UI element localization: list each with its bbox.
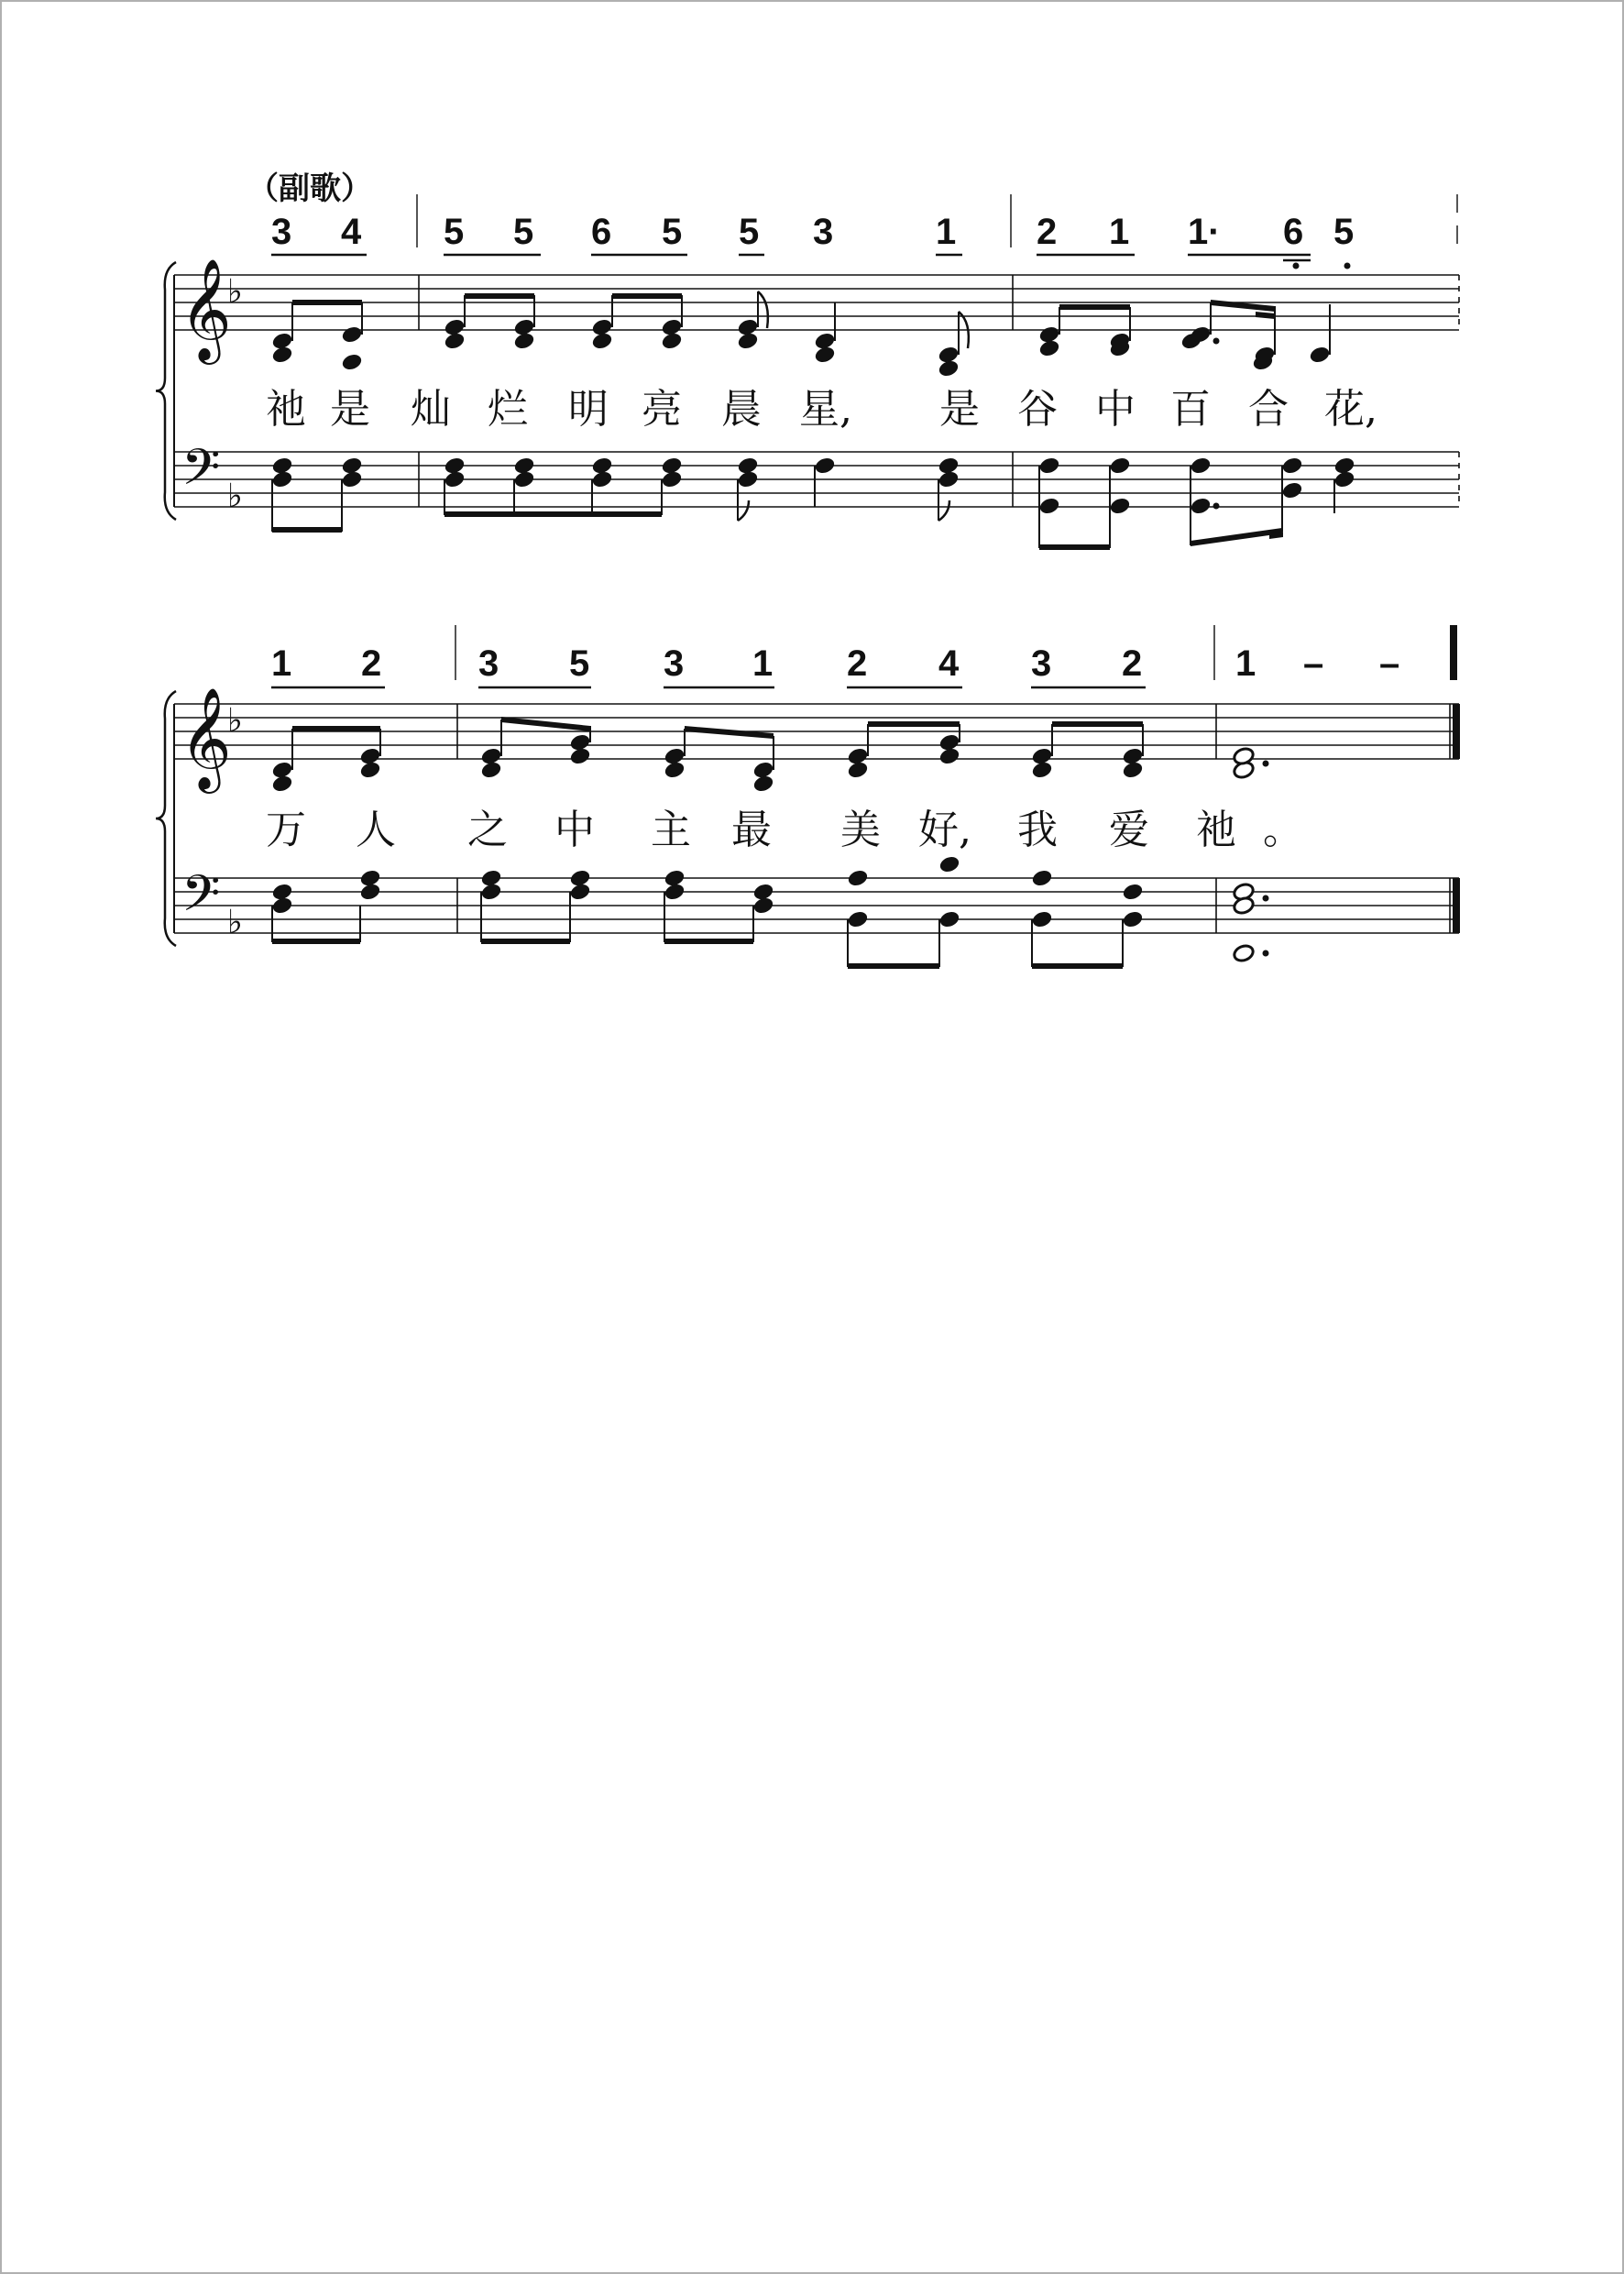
jianpu-note: 1 <box>271 643 292 684</box>
bass-clef: 𝄢 <box>181 864 221 935</box>
lyric-char: 主 <box>651 807 691 853</box>
notehead <box>568 882 591 902</box>
notehead <box>270 331 293 351</box>
notehead <box>1108 456 1131 476</box>
lyric-char: 晨 <box>721 386 762 433</box>
beam <box>848 963 939 969</box>
jianpu-note: 2 <box>361 643 382 684</box>
beam <box>1032 963 1123 969</box>
notehead <box>663 882 686 902</box>
lyric-char: 祂 <box>1196 807 1236 853</box>
jianpu-note: 1 <box>936 212 957 252</box>
key-signature-flat: ♭ <box>227 702 243 740</box>
final-barline <box>1453 704 1460 759</box>
flag <box>758 291 768 328</box>
notehead <box>938 909 960 929</box>
notehead <box>1333 469 1355 489</box>
jianpu-note: 1 <box>752 643 774 684</box>
final-barline <box>1453 878 1460 933</box>
notehead <box>443 456 466 476</box>
section-label: （副歌） <box>247 170 372 207</box>
notehead <box>340 469 363 489</box>
beam <box>272 939 360 944</box>
lyric-char: 之 <box>467 807 508 853</box>
notehead <box>1030 868 1053 888</box>
jianpu-note: 3 <box>664 643 685 684</box>
notehead <box>938 854 960 874</box>
beam <box>501 717 590 731</box>
lyric-char: 明 <box>568 386 609 433</box>
notehead <box>590 317 613 337</box>
notehead <box>846 746 869 766</box>
notehead <box>663 746 686 766</box>
lyric-char: 万 <box>266 807 306 853</box>
jianpu-note: 2 <box>847 643 868 684</box>
jianpu-note: 6 <box>1283 212 1304 252</box>
notehead <box>752 760 774 780</box>
augmentation-dot <box>1213 338 1220 345</box>
jianpu-note: 5 <box>513 212 534 252</box>
beam <box>1211 300 1275 312</box>
notehead <box>937 456 960 476</box>
beam <box>292 726 380 731</box>
notehead <box>1280 480 1303 500</box>
notehead <box>846 868 869 888</box>
lyric-char: 祂 <box>266 386 306 433</box>
notehead <box>340 352 363 372</box>
beam <box>1059 304 1130 310</box>
notehead <box>736 317 759 337</box>
notehead <box>752 895 774 916</box>
notehead <box>358 746 381 766</box>
notehead <box>813 331 836 351</box>
jianpu-note: 2 <box>1122 643 1143 684</box>
jianpu-note: 1 <box>1109 212 1130 252</box>
system-brace <box>156 262 176 520</box>
beam <box>612 293 682 299</box>
notehead <box>270 895 293 916</box>
lyric-char: 爱 <box>1109 807 1149 853</box>
lyric-char: 星, <box>799 386 852 433</box>
beam <box>685 726 774 739</box>
lyric-char: 人 <box>356 807 396 853</box>
lyric-char: 我 <box>1017 807 1058 853</box>
notehead <box>937 345 960 365</box>
notehead <box>1030 746 1053 766</box>
beam <box>1256 312 1275 319</box>
beam <box>868 721 960 727</box>
lyric-char: 花, <box>1324 386 1377 433</box>
beam <box>444 511 662 517</box>
jianpu-note: 3 <box>813 212 834 252</box>
flag <box>738 500 749 521</box>
notehead <box>1037 496 1060 516</box>
jianpu-note: 6 <box>591 212 612 252</box>
treble-clef: 𝄞 <box>180 687 232 789</box>
jianpu-note: 3 <box>478 643 499 684</box>
notehead <box>270 469 293 489</box>
beam <box>272 527 342 533</box>
lyric-char: 中 <box>554 807 595 853</box>
notehead <box>270 760 293 780</box>
notehead <box>736 456 759 476</box>
beam <box>1039 544 1110 550</box>
jianpu-note: 3 <box>271 212 292 252</box>
flag <box>938 500 949 521</box>
key-signature-flat: ♭ <box>227 478 243 515</box>
notehead <box>1121 882 1144 902</box>
jianpu-note: 5 <box>444 212 465 252</box>
jianpu-note: 5 <box>1333 212 1355 252</box>
augmentation-dot <box>1263 950 1269 957</box>
notehead <box>938 732 960 753</box>
jianpu-note: 4 <box>341 212 362 252</box>
jianpu-dash: – <box>1379 643 1400 684</box>
notehead <box>479 746 502 766</box>
lyric-char: 亮 <box>642 386 682 433</box>
jianpu-note: 1 <box>1235 643 1256 684</box>
notehead <box>1308 345 1331 365</box>
notehead <box>1189 456 1212 476</box>
notehead <box>512 456 535 476</box>
notehead <box>358 882 381 902</box>
beam <box>1191 528 1282 546</box>
beam <box>465 293 534 299</box>
notehead <box>512 317 535 337</box>
notehead <box>813 456 836 476</box>
lyric-char: 是 <box>939 386 980 433</box>
lyric-char: 烂 <box>488 386 528 433</box>
lyric-char: 美 <box>840 807 881 853</box>
lyric-char: 中 <box>1095 386 1136 433</box>
system-brace <box>156 691 176 946</box>
notehead <box>1030 909 1053 929</box>
lyric-char: 谷 <box>1017 386 1058 433</box>
notehead <box>1121 909 1144 929</box>
notehead <box>846 909 869 929</box>
jianpu-note: 3 <box>1031 643 1052 684</box>
system-2 <box>156 625 1460 969</box>
lyric-char: 最 <box>731 807 772 853</box>
beam <box>664 939 753 944</box>
augmentation-dot <box>1213 503 1220 510</box>
notehead <box>479 882 502 902</box>
beam <box>292 300 362 305</box>
jianpu-note: 4 <box>938 643 960 684</box>
beam <box>1052 721 1143 727</box>
notehead <box>443 317 466 337</box>
augmentation-dot <box>1263 895 1269 902</box>
notehead <box>1121 746 1144 766</box>
jianpu-note: 1· <box>1188 212 1221 252</box>
key-signature-flat: ♭ <box>227 273 243 311</box>
beam <box>481 939 570 944</box>
lyric-char: 是 <box>330 386 370 433</box>
lyric-char: 合 <box>1248 386 1289 433</box>
notehead <box>660 317 683 337</box>
jianpu-note: 5 <box>569 643 590 684</box>
notehead <box>1037 324 1060 345</box>
jianpu-note: 5 <box>662 212 683 252</box>
notehead <box>1037 456 1060 476</box>
notehead <box>1108 496 1131 516</box>
notehead <box>590 456 613 476</box>
lyric-char: 灿 <box>411 386 451 433</box>
notehead <box>1189 496 1212 516</box>
jianpu-note: 2 <box>1037 212 1058 252</box>
treble-clef: 𝄞 <box>180 258 232 360</box>
bass-clef: 𝄢 <box>181 438 221 509</box>
notehead <box>340 324 363 345</box>
notehead <box>1280 456 1303 476</box>
notehead <box>568 732 591 753</box>
augmentation-dot <box>1263 761 1269 767</box>
jianpu-final-barline <box>1450 625 1457 680</box>
notehead <box>660 456 683 476</box>
augmentation-dot <box>1293 263 1300 269</box>
key-signature-flat: ♭ <box>227 904 243 941</box>
lyric-char: 。 <box>1263 807 1303 853</box>
lyric-char: 好, <box>918 807 971 853</box>
notehead <box>1232 943 1255 963</box>
jianpu-dash: – <box>1303 643 1324 684</box>
system-1 <box>156 194 1459 550</box>
augmentation-dot <box>1344 263 1351 269</box>
jianpu-note: 5 <box>739 212 760 252</box>
lyric-char: 百 <box>1170 386 1211 433</box>
